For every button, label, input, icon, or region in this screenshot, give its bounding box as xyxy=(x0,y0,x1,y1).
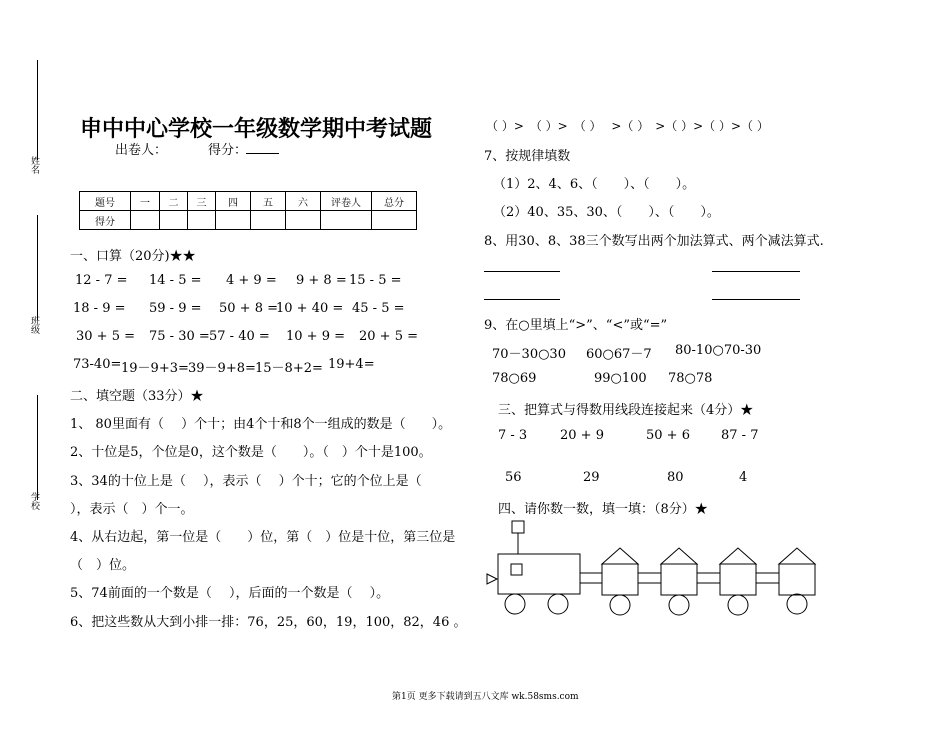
margin-line-middle xyxy=(37,215,38,320)
calc-item: 9 + 8 = xyxy=(296,273,347,288)
question-2: 2、十位是5，个位是0，这个数是（ ）。（ ）个十是100。 xyxy=(70,445,432,460)
train-wheel xyxy=(548,594,568,614)
train-wheel xyxy=(505,594,525,614)
calc-item: 75 - 30 = xyxy=(149,329,210,344)
question-3-cont: ），表示（ ）个一。 xyxy=(70,502,194,517)
table-cell: 题号 xyxy=(80,192,131,211)
question-1: 1、 80里面有（ ）个十；由4个十和8个一组成的数是（ ）。 xyxy=(70,417,452,432)
match-expression[interactable]: 87 - 7 xyxy=(721,428,759,443)
train-connector xyxy=(697,573,720,583)
train-carriage xyxy=(720,564,756,595)
margin-line-bottom xyxy=(37,395,38,500)
compare-item: 78○78 xyxy=(668,371,713,386)
score-table-score-row xyxy=(80,211,417,230)
train-engine-window xyxy=(511,564,522,575)
table-cell: 二 xyxy=(160,192,188,211)
table-cell: 三 xyxy=(188,192,216,211)
margin-school-label: 学校 xyxy=(29,492,39,510)
train-carriage-roof xyxy=(779,548,815,564)
score-input-cell[interactable] xyxy=(286,211,321,230)
train-connector xyxy=(638,573,661,583)
match-result[interactable]: 4 xyxy=(739,470,748,485)
train-figure xyxy=(480,515,820,620)
calc-item: 10 + 9 = xyxy=(286,329,345,344)
train-chimney xyxy=(512,521,524,533)
match-expression[interactable]: 20 + 9 xyxy=(560,428,604,443)
section-1-title: 一、口算（20分)★★ xyxy=(70,249,196,264)
question-7-title: 7、按规律填数 xyxy=(484,149,571,164)
calc-item: 45 - 5 = xyxy=(352,301,405,316)
table-cell: 总分 xyxy=(372,192,417,211)
match-result[interactable]: 56 xyxy=(505,470,522,485)
train-connector xyxy=(756,573,779,583)
compare-item: 99○100 xyxy=(594,371,647,386)
score-input-cell[interactable] xyxy=(251,211,286,230)
score-input-cell[interactable] xyxy=(321,211,372,230)
calc-item: 19+4= xyxy=(328,357,375,372)
train-engine-body xyxy=(498,554,580,594)
page-footer: 第1页 更多下载请到五八文库 wk.58sms.com xyxy=(392,692,579,702)
table-cell: 评卷人 xyxy=(321,192,372,211)
compare-item: 80-10○70-30 xyxy=(675,343,762,358)
calc-item: 39－9+8= xyxy=(188,361,256,376)
calc-item: 10 + 40 = xyxy=(276,301,344,316)
train-carriage xyxy=(661,564,697,595)
answer-line[interactable] xyxy=(484,271,560,272)
page-title: 申中中心学校一年级数学期中考试题 xyxy=(80,116,433,142)
answer-line[interactable] xyxy=(712,299,800,300)
score-input-cell[interactable] xyxy=(216,211,251,230)
question-5: 5、74前面的一个数是（ ），后面的一个数是（ ）。 xyxy=(70,586,390,601)
calc-item: 73-40= xyxy=(73,357,122,372)
calc-item: 18 - 9 = xyxy=(73,301,126,316)
calc-item: 12 - 7 = xyxy=(75,273,128,288)
calc-item: 4 + 9 = xyxy=(226,273,277,288)
score-input-cell[interactable] xyxy=(188,211,216,230)
question-3: 3、34的十位上是（ ），表示（ ）个十；它的个位上是（ xyxy=(70,474,422,489)
train-headlight xyxy=(487,574,497,584)
question-7-1: （1）2、4、6、（ ）、（ ）。 xyxy=(493,177,696,192)
section-3-title: 三、把算式与得数用线段连接起来（4分）★ xyxy=(498,403,754,418)
train-wheel xyxy=(610,595,630,615)
compare-item: 70－30○30 xyxy=(492,347,566,362)
train-wheel xyxy=(728,595,748,615)
score-table-header-row xyxy=(80,192,417,211)
score-label: 得分： xyxy=(208,143,248,158)
score-input-cell[interactable] xyxy=(160,211,188,230)
match-expression[interactable]: 50 + 6 xyxy=(646,428,690,443)
train-carriage-roof xyxy=(661,548,697,564)
score-input-cell[interactable] xyxy=(131,211,160,230)
author-label: 出卷人： xyxy=(115,143,168,158)
margin-line-top xyxy=(37,60,38,160)
compare-item: 60○67－7 xyxy=(586,347,652,362)
question-7-2: （2）40、35、30、（ ）、（ ）。 xyxy=(493,205,720,220)
train-carriage xyxy=(602,564,638,595)
train-carriage xyxy=(779,564,815,595)
train-connector xyxy=(580,573,602,583)
calc-item: 19－9+3= xyxy=(121,361,189,376)
ordering-blanks: （ ）> （ ）> （ ） >（ ） >（ ）>（ ）>（ ） xyxy=(486,119,769,133)
calc-item: 30 + 5 = xyxy=(76,329,135,344)
match-result[interactable]: 80 xyxy=(667,470,684,485)
question-4-cont: （ ）位。 xyxy=(70,558,136,573)
calc-item: 50 + 8 = xyxy=(219,301,278,316)
calc-item: 15－8+2= xyxy=(255,361,323,376)
train-wheel xyxy=(787,594,807,614)
margin-name-label: 姓名 xyxy=(29,156,39,174)
question-9-title: 9、在○里填上“>”、“<”或“=” xyxy=(484,318,668,333)
answer-line[interactable] xyxy=(712,271,800,272)
margin-class-label: 班级 xyxy=(29,316,39,334)
calc-item: 59 - 9 = xyxy=(149,301,202,316)
train-carriage-roof xyxy=(602,548,638,564)
section-4-title: 四、请你数一数，填一填：（8分）★ xyxy=(498,502,708,517)
train-wheel xyxy=(669,595,689,615)
question-6: 6、把这些数从大到小排一排：76，25，60，19，100，82，46 。 xyxy=(70,615,467,630)
table-cell: 四 xyxy=(216,192,251,211)
table-cell: 一 xyxy=(131,192,160,211)
question-4: 4、从右边起，第一位是（ ）位，第（ ）位是十位，第三位是 xyxy=(70,530,456,545)
calc-item: 15 - 5 = xyxy=(349,273,402,288)
table-cell: 得分 xyxy=(80,211,131,230)
answer-line[interactable] xyxy=(484,299,560,300)
train-carriage-roof xyxy=(720,548,756,564)
compare-item: 78○69 xyxy=(492,371,537,386)
calc-item: 20 + 5 = xyxy=(359,329,418,344)
score-table xyxy=(79,191,417,230)
calc-item: 14 - 5 = xyxy=(149,273,202,288)
match-result[interactable]: 29 xyxy=(583,470,600,485)
question-8: 8、用30、8、38三个数写出两个加法算式、两个减法算式. xyxy=(484,234,824,249)
table-cell: 六 xyxy=(286,192,321,211)
table-cell: 五 xyxy=(251,192,286,211)
match-expression[interactable]: 7 - 3 xyxy=(498,428,528,443)
calc-item: 57 - 40 = xyxy=(209,329,270,344)
section-2-title: 二、填空题（33分）★ xyxy=(70,389,204,404)
score-input-cell[interactable] xyxy=(372,211,417,230)
score-blank xyxy=(246,139,279,154)
